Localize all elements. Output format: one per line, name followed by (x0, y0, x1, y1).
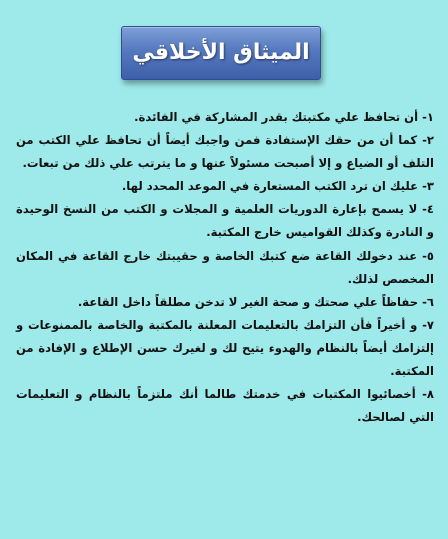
item-number: ٦- (422, 294, 434, 309)
list-item (16, 198, 434, 244)
list-item (16, 106, 434, 129)
item-text: عند دخولك القاعة ضع كتبك الخاصة و حقيبتك خارج القاعة في المكان المخصص لذلك. (16, 248, 434, 286)
item-number: ٧- (422, 317, 434, 332)
item-text: أن تحافظ علي مكتبتك بقدر المشاركة في الفائدة. (134, 110, 419, 124)
item-number: ١- (422, 110, 434, 124)
item-number: ٤- (422, 202, 434, 217)
list-item (16, 291, 434, 314)
page-title: الميثاق الأخلاقي (132, 40, 310, 65)
item-text: حفاظاً علي صحتك و صحة الغير لا تدخن مطلقاً داخل القاعة. (77, 294, 419, 309)
item-number: ٣- (422, 179, 434, 194)
title-banner (121, 26, 321, 80)
list-item (16, 175, 434, 198)
item-text: لا يسمح بإعارة الدوريات العلمية و المجلات و الكتب من النسخ الوحيدة و النادرة وكذلك القواميس خارج المكتبة. (16, 202, 434, 240)
list-item (16, 314, 434, 383)
item-text: كما أن من حقك الإستفادة فمن واجبك أيضاً أن تحافظ علي الكتب من التلف أو الضياع و إلا أصبحت مسئولاً عنها و ما يترتب علي ذلك من تبعات. (16, 133, 434, 171)
item-number: ٨- (422, 387, 434, 402)
list-item (16, 245, 434, 291)
item-text: أخصائيوا المكتبات في خدمتك طالما أنك ملتزماً بالنظام و التعليمات التي لصالحك. (16, 387, 434, 425)
item-number: ٢- (422, 133, 434, 148)
item-number: ٥- (422, 248, 434, 263)
item-text: و أخيراً فأن التزامك بالتعليمات المعلنة بالمكتبة والخاصة بالممنوعات و إلتزامك أيضاً بالنظام والهدوء يتيح لك و لغيرك حسن الإطلاع و الإفادة من المكتبة. (16, 317, 434, 379)
charter-list (16, 106, 434, 429)
list-item (16, 383, 434, 429)
item-text: عليك ان ترد الكتب المستعارة في الموعد المحدد لها. (121, 179, 419, 194)
list-item (16, 129, 434, 175)
